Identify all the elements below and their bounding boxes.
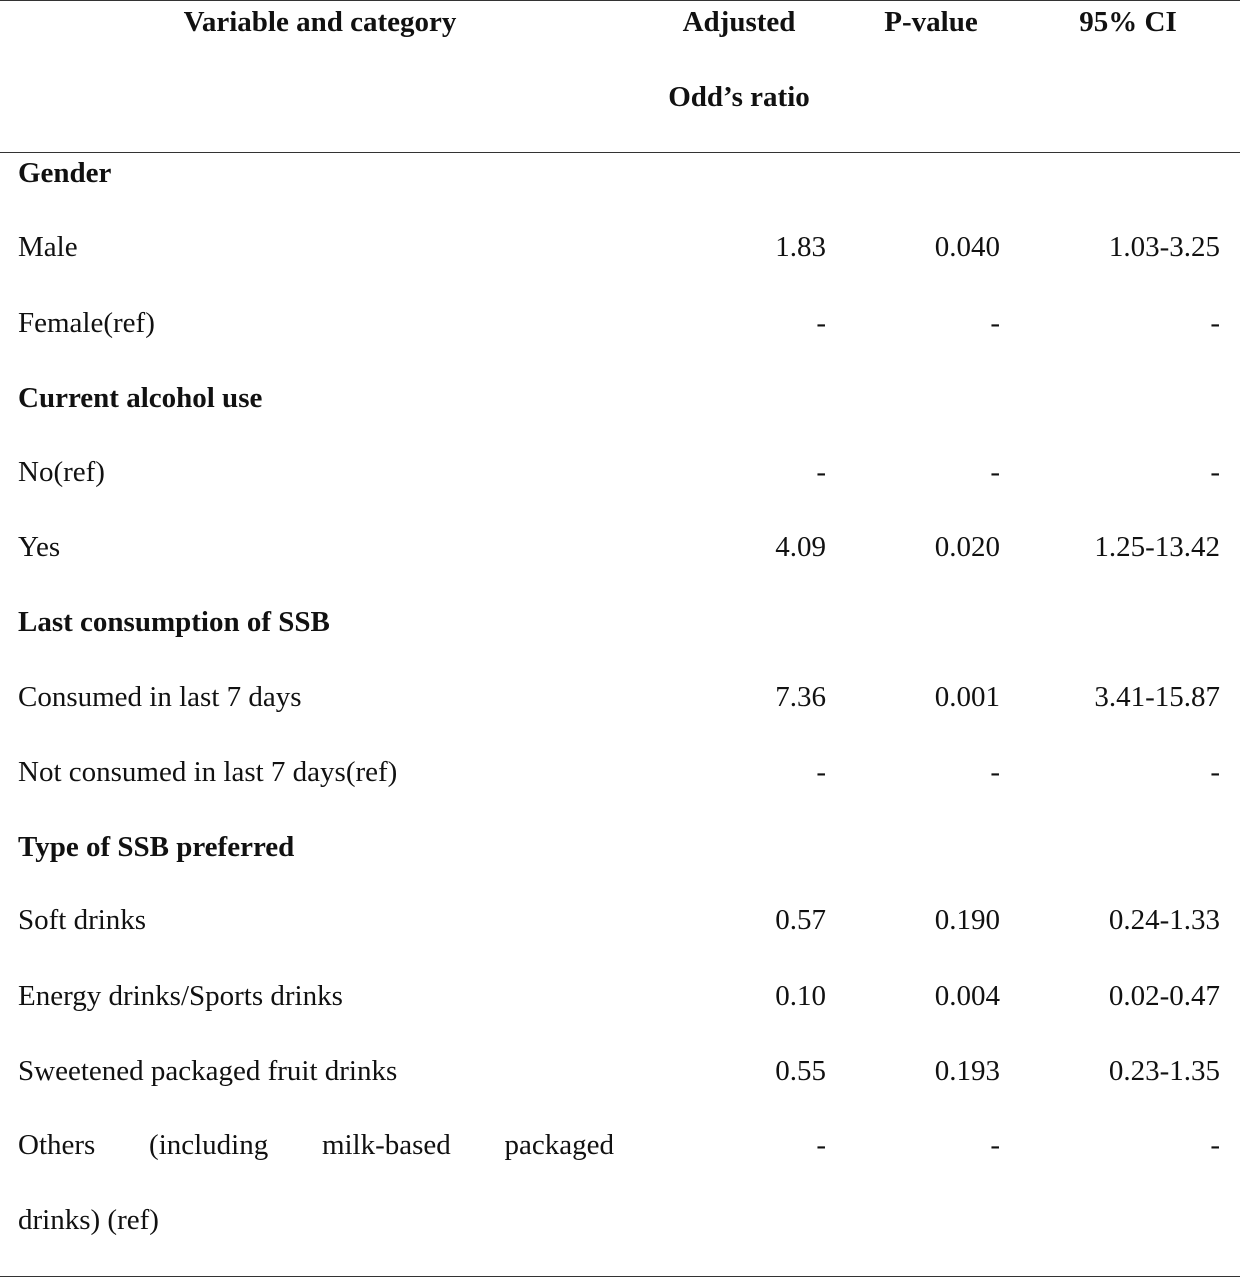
row-pvalue: 0.193 [934,1055,1000,1087]
row-ci: - [1210,756,1220,788]
header-aor-line1: Adjusted [682,6,796,38]
row-label-word: packaged [504,1129,614,1161]
row-label: Energy drinks/Sports drinks [18,980,343,1012]
row-aor: 0.57 [775,904,826,936]
row-ci: 0.23-1.35 [1108,1055,1220,1087]
row-ci: 3.41-15.87 [1094,681,1220,713]
row-ci: 0.24-1.33 [1108,904,1220,936]
row-label: Female(ref) [18,307,155,339]
row-pvalue: - [990,307,1000,339]
row-pvalue: 0.020 [934,531,1000,563]
row-aor: - [816,456,826,488]
row-ci: - [1210,1129,1220,1161]
row-aor: - [816,1129,826,1161]
section-ssb-type: Type of SSB preferred [18,831,295,863]
row-label: Soft drinks [18,904,147,936]
row-ci: - [1210,307,1220,339]
row-pvalue: 0.004 [934,980,1000,1012]
row-label-line2: drinks) (ref) [18,1204,159,1236]
row-label-word: milk-based [321,1129,451,1161]
row-label: Yes [18,531,61,563]
row-aor: 0.55 [775,1055,826,1087]
row-ci: 1.03-3.25 [1108,231,1220,263]
header-pvalue: P-value [884,6,978,38]
row-aor: 1.83 [775,231,826,263]
row-pvalue: - [990,756,1000,788]
row-aor: 7.36 [775,681,826,713]
row-pvalue: 0.040 [934,231,1000,263]
row-label-word: Others [18,1129,96,1161]
row-aor: - [816,756,826,788]
row-label: No(ref) [18,456,105,488]
row-label: Sweetened packaged fruit drinks [18,1055,398,1087]
row-ci: 0.02-0.47 [1108,980,1220,1012]
header-bottom-rule [0,152,1240,153]
table-top-rule [0,0,1240,1]
row-label-word: (including [149,1129,269,1161]
header-variable: Variable and category [183,6,457,38]
row-pvalue: - [990,456,1000,488]
row-aor: 0.10 [775,980,826,1012]
row-pvalue: 0.190 [934,904,1000,936]
row-ci: 1.25-13.42 [1094,531,1220,563]
table-bottom-rule [0,1276,1240,1277]
row-aor: 4.09 [775,531,826,563]
section-gender: Gender [18,157,112,189]
row-label: Not consumed in last 7 days(ref) [18,756,398,788]
header-ci: 95% CI [1079,6,1177,38]
row-aor: - [816,307,826,339]
section-alcohol: Current alcohol use [18,382,263,414]
row-label: Male [18,231,78,263]
row-ci: - [1210,456,1220,488]
row-label: Consumed in last 7 days [18,681,302,713]
header-aor-line2: Odd’s ratio [668,81,810,113]
section-last-consumption: Last consumption of SSB [18,606,330,638]
row-label-line1 [18,1127,614,1163]
row-pvalue: - [990,1129,1000,1161]
row-pvalue: 0.001 [934,681,1000,713]
